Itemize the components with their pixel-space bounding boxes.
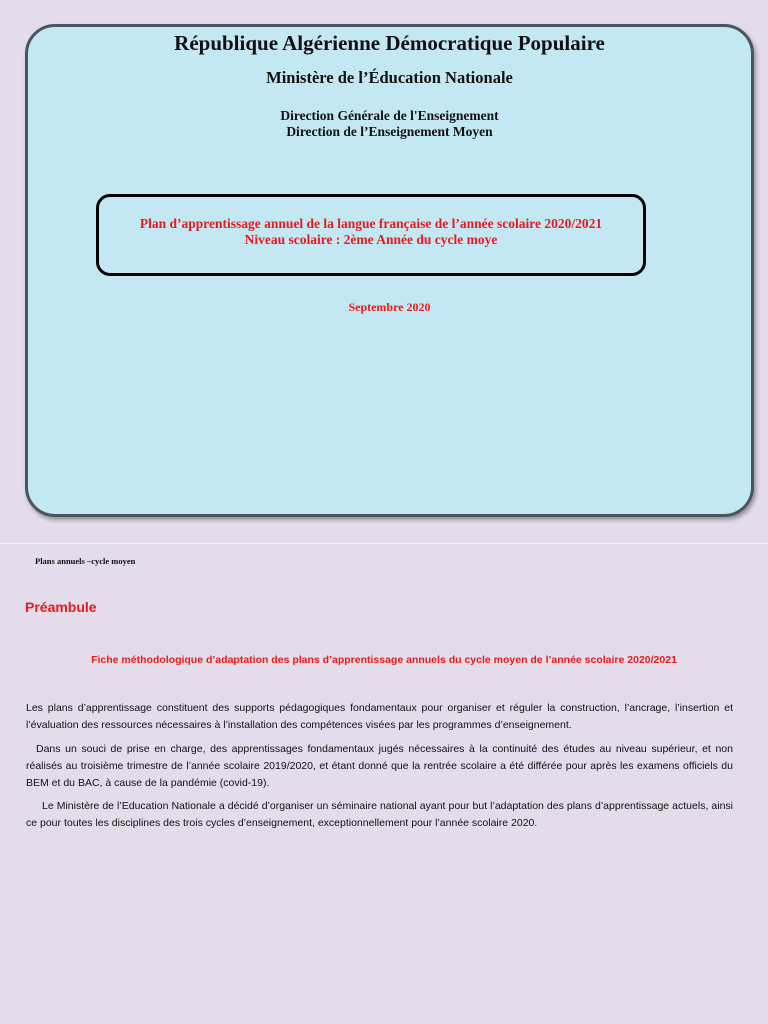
fiche-title: Fiche méthodologique d’adaptation des plans d’apprentissage annuels du cycle moyen de l’année scolaire 2020/2021	[91, 654, 677, 666]
section-title: Préambule	[25, 599, 97, 615]
direction-generale: Direction Générale de l'Enseignement	[280, 108, 499, 123]
plan-title: Plan d’apprentissage annuel de la langue française de l’année scolaire 2020/2021	[139, 216, 603, 231]
cover-panel	[25, 24, 754, 517]
directions-block	[28, 108, 751, 140]
republic-title: République Algérienne Démocratique Populaire	[174, 31, 605, 55]
plan-level: Niveau scolaire : 2ème Année du cycle moye	[244, 232, 498, 247]
page-divider	[0, 543, 768, 544]
cover-date: Septembre 2020	[348, 300, 431, 314]
plan-title-box	[96, 194, 646, 276]
direction-moyen: Direction de l’Enseignement Moyen	[286, 124, 493, 139]
paragraph-2: Dans un souci de prise en charge, des apprentissages fondamentaux jugés nécessaires à la continuité des études au niveau supérieur, et non réalisés au troisième trimestre de l’année scolaire 2019/2020, et étant donné que la rentrée scolaire a été différée pour après les examens officiels du BEM et du BAC, à cause de la pandémie (covid-19).	[26, 743, 733, 789]
paragraph-3: Le Ministère de l’Education Nationale a décidé d’organiser un séminaire national ayant pour but l’adaptation des plans d’apprentissage actuels, ainsi ce pour toutes les disciplines des trois cycles d’enseignement, exceptionnellement pour l’année scolaire 2020.	[26, 800, 733, 829]
ministry-title: Ministère de l’Éducation Nationale	[266, 68, 513, 87]
page-header-note: Plans annuels –cycle moyen	[35, 556, 136, 566]
paragraph-1: Les plans d’apprentissage constituent des supports pédagogiques fondamentaux pour organiser et réguler la construction, l’ancrage, l’insertion et l’évaluation des ressources nécessaires à l’installation des compétences visées par les programmes d’enseignement.	[26, 702, 733, 731]
